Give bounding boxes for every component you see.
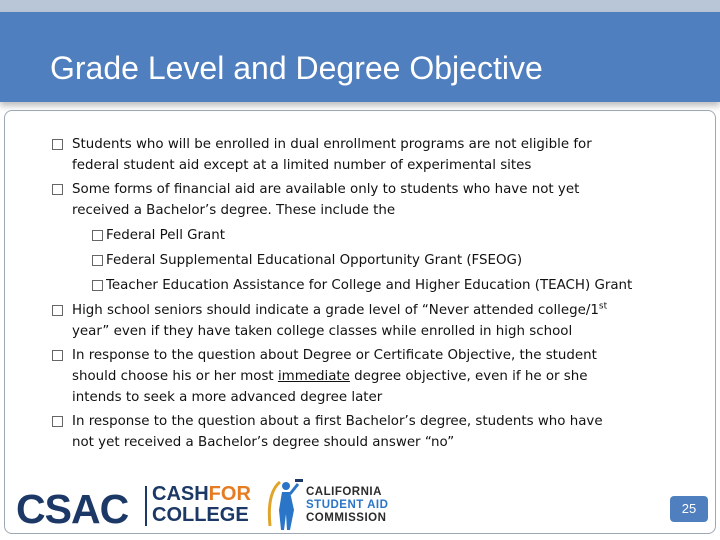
student-aid-commission-logo: CALIFORNIA STUDENT AID COMMISSION [306, 486, 389, 524]
bullet-text: High school seniors should indicate a grade level of “Never attended college/1st [72, 301, 608, 318]
bullet-box-icon [52, 305, 63, 316]
bullet-item [14, 179, 704, 221]
bullet-box-icon [52, 350, 63, 361]
bullet-box-icon [92, 230, 103, 241]
bullet-text: intends to seek a more advanced degree later [72, 390, 383, 405]
bullet-box-icon [92, 255, 103, 266]
sub-bullet-text: Federal Supplemental Educational Opportunity Grant (FSEOG) [106, 253, 523, 268]
sub-bullet-item [14, 225, 704, 246]
bullet-text: federal student aid except at a limited number of experimental sites [72, 158, 532, 173]
bullet-item [14, 134, 704, 176]
bullet-box-icon [52, 184, 63, 195]
bullet-box-icon [52, 139, 63, 150]
bullet-list [14, 134, 704, 453]
csac-logo: CSAC [16, 486, 129, 532]
bullet-text: In response to the question about a first Bachelor’s degree, students who have [72, 414, 603, 429]
graduate-figure-icon [264, 476, 304, 532]
bullet-item [14, 300, 704, 342]
slide-title: Grade Level and Degree Objective [50, 50, 543, 86]
bullet-text: Some forms of financial aid are available only to students who have not yet [72, 182, 580, 197]
sub-bullet-item [14, 275, 704, 296]
bullet-text: received a Bachelor’s degree. These include the [72, 203, 396, 218]
cash-for-college-logo: CASHFOR COLLEGE [152, 483, 251, 526]
bullet-text: year” even if they have taken college classes while enrolled in high school [72, 324, 573, 339]
sub-bullet-text: Federal Pell Grant [106, 228, 225, 243]
bullet-box-icon [52, 416, 63, 427]
bullet-text: Students who will be enrolled in dual enrollment programs are not eligible for [72, 137, 592, 152]
bullet-text: should choose his or her most immediate degree objective, even if he or she [72, 369, 588, 384]
underlined-word: immediate [277, 369, 350, 384]
footer [0, 476, 720, 540]
sub-bullet-text: Teacher Education Assistance for College and Higher Education (TEACH) Grant [106, 278, 633, 293]
bullet-item [14, 411, 704, 453]
bullet-text: In response to the question about Degree or Certificate Objective, the student [72, 348, 597, 363]
logo-divider [145, 486, 147, 526]
bullet-item [14, 345, 704, 408]
bullet-text: not yet received a Bachelor’s degree should answer “no” [72, 435, 455, 450]
sub-bullet-item [14, 250, 704, 271]
title-bar [0, 12, 720, 102]
page-number: 25 [670, 496, 708, 522]
bullet-box-icon [92, 280, 103, 291]
